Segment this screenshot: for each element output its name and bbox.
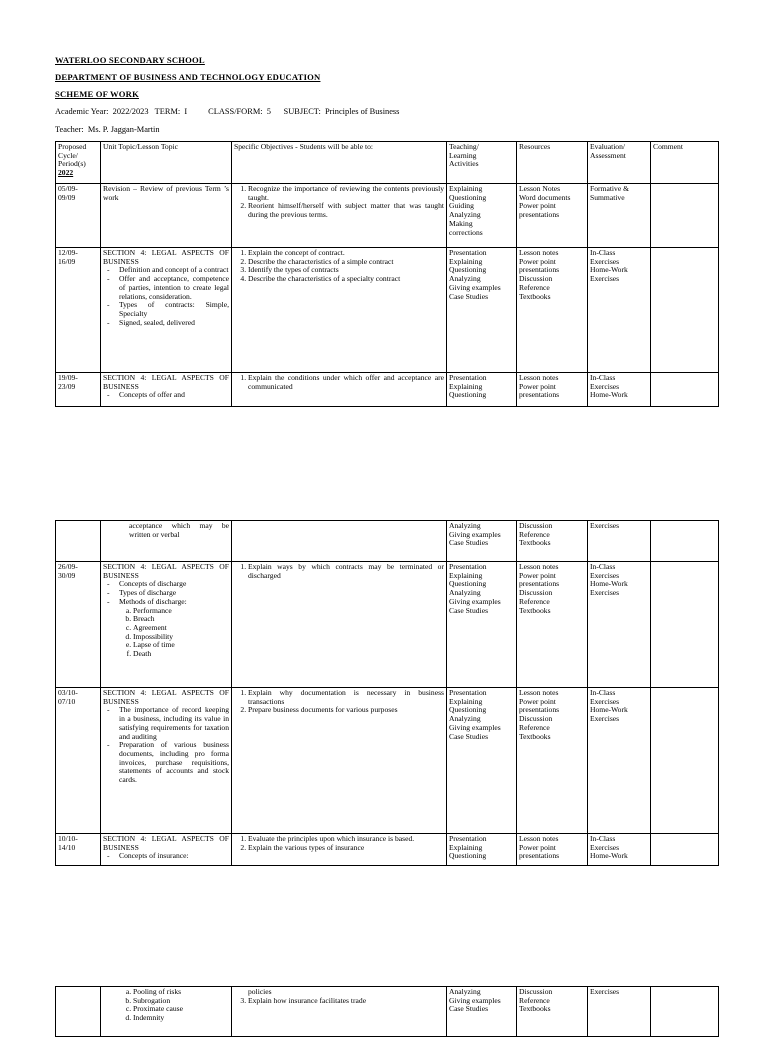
table-row [56, 248, 719, 373]
objective-item: 1. Explain the conditions under which offer and acceptance are communicated [248, 374, 444, 391]
header-topic: Unit Topic/Lesson Topic [101, 142, 232, 184]
table-row [56, 184, 719, 248]
scheme-table-page-3 [55, 986, 719, 1037]
objectives-cell [232, 688, 447, 834]
objective-item: 2. Prepare business documents for various purposes [248, 706, 444, 715]
section-heading: SECTION 4: LEGAL ASPECTS OF BUSINESS [103, 688, 229, 706]
comment-cell [651, 373, 719, 407]
comment-cell [651, 834, 719, 866]
school-name: WATERLOO SECONDARY SCHOOL [55, 55, 205, 65]
resources-cell: Lesson notes Power point presentations [517, 373, 588, 407]
topic-cell [101, 248, 232, 373]
activities-cell: Presentation Explaining Questioning [447, 834, 517, 866]
comment-cell [651, 184, 719, 248]
topic-item: - Concepts of discharge [119, 580, 229, 589]
evaluation-cell: In-Class Exercises Home-Work [588, 373, 651, 407]
objective-item: 1. Recognize the importance of reviewing the contents previously taught. [248, 185, 444, 202]
topic-item: - The importance of record keeping in a business, including its value in satisfying requirements for taxation and auditing [119, 706, 229, 741]
teacher-name: Teacher: Ms. P. Jaggan-Martin [55, 125, 160, 134]
topic-cell: acceptance which may be written or verbal [101, 521, 232, 562]
topic-item: - Offer and acceptance, competence of parties, intention to create legal relations, consideration. [119, 275, 229, 301]
period-cell: 03/10- 07/10 [56, 688, 101, 834]
objective-item: 1. Explain the concept of contract. [248, 249, 444, 258]
sub-item: a. Pooling of risks [133, 988, 229, 997]
objectives-cell [232, 184, 447, 248]
evaluation-cell: Exercises [588, 521, 651, 562]
section-heading: SECTION 4: LEGAL ASPECTS OF BUSINESS [103, 248, 229, 266]
objectives-cell [232, 834, 447, 866]
table-row [56, 688, 719, 834]
topic-item: - Signed, sealed, delivered [119, 319, 229, 328]
activities-cell: Presentation Explaining Questioning [447, 373, 517, 407]
resources-cell: Lesson notes Power point presentations Discussion Reference Textbooks [517, 688, 588, 834]
comment-cell [651, 688, 719, 834]
resources-cell: Lesson notes Power point presentations Discussion Reference Textbooks [517, 562, 588, 688]
objectives-cell [232, 521, 447, 562]
scheme-table-page-1 [55, 141, 719, 407]
evaluation-cell: In-Class Exercises Home-Work Exercises [588, 562, 651, 688]
department-name: DEPARTMENT OF BUSINESS AND TECHNOLOGY EDUCATION [55, 72, 321, 82]
topic-item: - Methods of discharge: [119, 598, 229, 607]
document-title: SCHEME OF WORK [55, 89, 139, 99]
objectives-cell [232, 562, 447, 688]
period-cell: 26/09- 30/09 [56, 562, 101, 688]
period-cell [56, 521, 101, 562]
table-row [56, 987, 719, 1037]
objective-item: 2. Reorient himself/herself with subject matter that was taught during the previous terms. [248, 202, 444, 219]
resources-cell: Lesson notes Power point presentations [517, 834, 588, 866]
sub-item: c. Proximate cause [133, 1005, 229, 1014]
sub-item: f. Death [133, 650, 229, 659]
header-objectives: Specific Objectives - Students will be able to: [232, 142, 447, 184]
topic-cell [101, 688, 232, 834]
objectives-cell [232, 987, 447, 1037]
topic-cell [101, 562, 232, 688]
sub-item: e. Lapse of time [133, 641, 229, 650]
table-row [56, 834, 719, 866]
topic-item: - Concepts of insurance: [119, 852, 229, 861]
objective-item: 1. Evaluate the principles upon which insurance is based. [248, 835, 444, 844]
period-cell: 05/09- 09/09 [56, 184, 101, 248]
activities-cell: Analyzing Giving examples Case Studies [447, 987, 517, 1037]
header-period: Proposed Cycle/ Period(s) 2022 [56, 142, 101, 184]
topic-item: - Types of discharge [119, 589, 229, 598]
comment-cell [651, 521, 719, 562]
table-header-row [56, 142, 719, 184]
sub-item: d. Impossibility [133, 633, 229, 642]
period-cell: 19/09- 23/09 [56, 373, 101, 407]
sub-item: c. Agreement [133, 624, 229, 633]
evaluation-cell: In-Class Exercises Home-Work Exercises [588, 688, 651, 834]
topic-cell [101, 987, 232, 1037]
objective-item: 3. Identify the types of contracts [248, 266, 444, 275]
comment-cell [651, 987, 719, 1037]
period-cell: 10/10- 14/10 [56, 834, 101, 866]
objective-item: 1. Explain ways by which contracts may be terminated or discharged [248, 563, 444, 580]
resources-cell: Lesson Notes Word documents Power point presentations [517, 184, 588, 248]
comment-cell [651, 248, 719, 373]
table-row [56, 562, 719, 688]
resources-cell: Discussion Reference Textbooks [517, 521, 588, 562]
period-cell: 12/09- 16/09 [56, 248, 101, 373]
period-cell [56, 987, 101, 1037]
objective-item: 2. Describe the characteristics of a simple contract [248, 258, 444, 267]
objective-item: 2. Explain the various types of insurance [248, 844, 444, 853]
header-activities: Teaching/ Learning Activities [447, 142, 517, 184]
header-comment: Comment [651, 142, 719, 184]
objective-item: 1. Explain why documentation is necessary in business transactions [248, 689, 444, 706]
activities-cell: Analyzing Giving examples Case Studies [447, 521, 517, 562]
activities-cell: Explaining Questioning Guiding Analyzing Making corrections [447, 184, 517, 248]
sub-item: a. Performance [133, 607, 229, 616]
objective-item: 3. Explain how insurance facilitates trade [248, 997, 444, 1006]
evaluation-cell: In-Class Exercises Home-Work [588, 834, 651, 866]
topic-cell: Revision – Review of previous Term ’s work [101, 184, 232, 248]
scheme-table-page-2 [55, 520, 719, 866]
section-heading: SECTION 4: LEGAL ASPECTS OF BUSINESS [103, 373, 229, 391]
resources-cell: Discussion Reference Textbooks [517, 987, 588, 1037]
evaluation-cell: In-Class Exercises Home-Work Exercises [588, 248, 651, 373]
activities-cell: Presentation Explaining Questioning Analyzing Giving examples Case Studies [447, 688, 517, 834]
topic-item: - Concepts of offer and [119, 391, 229, 400]
objective-continuation: policies [248, 987, 272, 996]
sub-item: b. Subrogation [133, 997, 229, 1006]
sub-item: d. Indemnity [133, 1014, 229, 1023]
evaluation-cell: Formative & Summative [588, 184, 651, 248]
header-resources: Resources [517, 142, 588, 184]
activities-cell: Presentation Explaining Questioning Analyzing Giving examples Case Studies [447, 248, 517, 373]
topic-item: - Definition and concept of a contract [119, 266, 229, 275]
objectives-cell [232, 248, 447, 373]
resources-cell: Lesson notes Power point presentations Discussion Reference Textbooks [517, 248, 588, 373]
activities-cell: Presentation Explaining Questioning Analyzing Giving examples Case Studies [447, 562, 517, 688]
topic-item: - Preparation of various business documents, including pro forma invoices, purchase requisitions, statements of accounts and stock cards. [119, 741, 229, 785]
topic-cell [101, 834, 232, 866]
section-heading: SECTION 4: LEGAL ASPECTS OF BUSINESS [103, 834, 229, 852]
section-heading: SECTION 4: LEGAL ASPECTS OF BUSINESS [103, 562, 229, 580]
objectives-cell [232, 373, 447, 407]
objective-item: 4. Describe the characteristics of a specialty contract [248, 275, 444, 284]
topic-cell [101, 373, 232, 407]
evaluation-cell: Exercises [588, 987, 651, 1037]
table-row [56, 521, 719, 562]
topic-item: - Types of contracts: Simple, Specialty [119, 301, 229, 318]
header-evaluation: Evaluation/ Assessment [588, 142, 651, 184]
comment-cell [651, 562, 719, 688]
course-details: Academic Year: 2022/2023 TERM: I CLASS/FORM: 5 SUBJECT: Principles of Business [55, 107, 400, 116]
sub-item: b. Breach [133, 615, 229, 624]
table-row [56, 373, 719, 407]
